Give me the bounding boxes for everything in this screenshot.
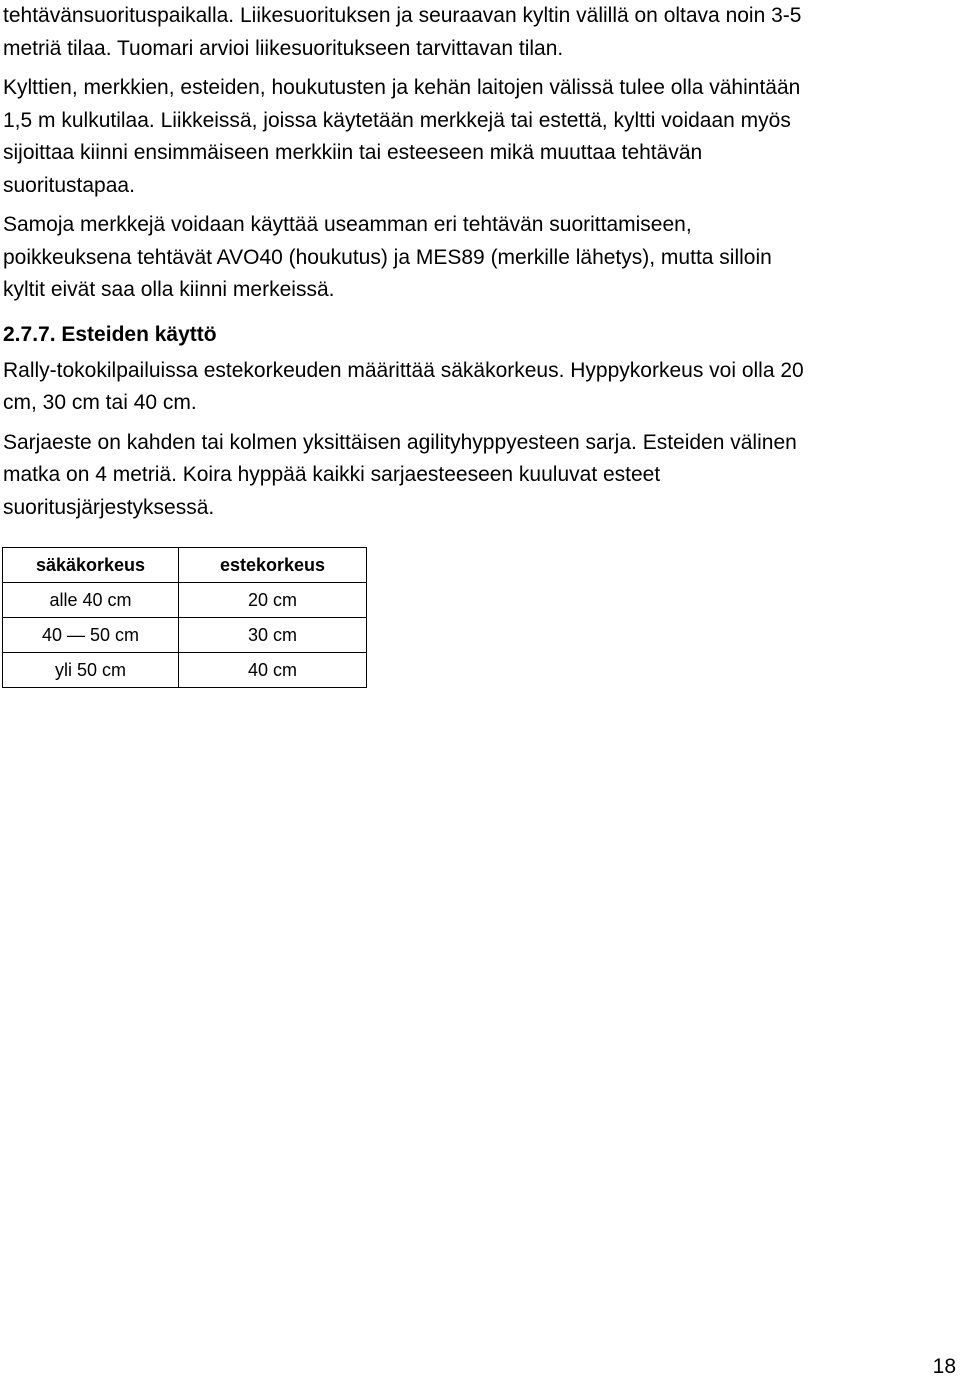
table-row [3, 653, 367, 688]
table-row [3, 583, 367, 618]
text-line: Sarjaeste on kahden tai kolmen yksittäisen agilityhyppyesteen sarja. Esteiden välinen [3, 430, 797, 454]
table-cell: 40 cm [179, 653, 367, 688]
paragraph-same-markers [3, 209, 953, 307]
column-header-obstacle-height: estekorkeus [179, 548, 367, 583]
paragraph-series-obstacle [3, 427, 953, 525]
table-cell: yli 50 cm [3, 653, 179, 688]
text-line: Rally-tokokilpailuissa estekorkeuden määrittää säkäkorkeus. Hyppykorkeus voi olla 20 [3, 358, 804, 382]
table-cell: alle 40 cm [3, 583, 179, 618]
column-header-withers-height: säkäkorkeus [3, 548, 179, 583]
obstacle-height-table [2, 547, 367, 688]
table-cell: 30 cm [179, 618, 367, 653]
text-line: kyltit eivät saa olla kiinni merkeissä. [3, 278, 335, 301]
text-line: matka on 4 metriä. Koira hyppää kaikki sarjaesteeseen kuuluvat esteet [3, 463, 661, 486]
document-page [3, 0, 953, 531]
text-line: tehtävänsuorituspaikalla. Liikesuorituksen ja seuraavan kyltin välillä on oltava noin 3-5 [3, 4, 802, 27]
text-line: Samoja merkkejä voidaan käyttää useamman eri tehtävän suorittamiseen, [3, 213, 692, 236]
text-line: suoritusjärjestyksessä. [3, 495, 215, 519]
table-cell: 40 — 50 cm [3, 618, 179, 653]
section-heading: 2.7.7. Esteiden käyttö [3, 322, 217, 346]
text-line: metriä tilaa. Tuomari arvioi liikesuoritukseen tarvittavan tilan. [3, 36, 564, 60]
text-line: Kylttien, merkkien, esteiden, houkutusten ja kehän laitojen välissä tulee olla vähintään [3, 76, 801, 99]
text-line: poikkeuksena tehtävät AVO40 (houkutus) ja MES89 (merkille lähetys), mutta silloin [3, 245, 772, 269]
paragraph-walking-space [3, 72, 953, 202]
text-line: cm, 30 cm tai 40 cm. [3, 391, 197, 414]
text-line: suoritustapaa. [3, 173, 135, 197]
paragraph-space-between-signs [3, 0, 953, 65]
table-row [3, 618, 367, 653]
text-line: sijoittaa kiinni ensimmäiseen merkkiin tai esteeseen mikä muuttaa tehtävän [3, 141, 703, 164]
page-number: 18 [932, 1355, 956, 1378]
table-header-row [3, 548, 367, 583]
text-line: 1,5 m kulkutilaa. Liikkeissä, joissa käytetään merkkejä tai estettä, kyltti voidaan myös [3, 108, 791, 132]
table-cell: 20 cm [179, 583, 367, 618]
paragraph-jump-height [3, 355, 953, 420]
